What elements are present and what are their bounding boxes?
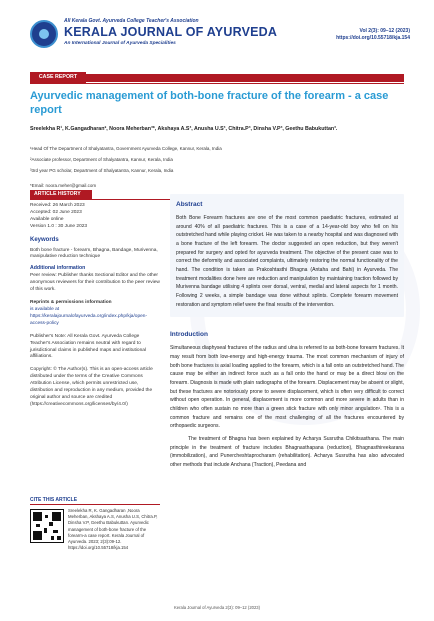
qr-code[interactable] xyxy=(30,509,64,543)
received-date: Received: 26 March 2023 xyxy=(30,203,85,208)
cite-heading: CITE THIS ARTICLE xyxy=(30,497,78,503)
journal-title: KERALA JOURNAL OF AYURVEDA xyxy=(64,25,278,39)
abstract-section xyxy=(170,194,404,317)
corresponding-email[interactable]: *Email: noora.meher@gmail.com xyxy=(30,183,97,188)
version-date: Version 1.0 : 30 June 2023 xyxy=(30,223,88,229)
history-tag: ARTICLE HISTORY xyxy=(30,190,92,199)
volume-info xyxy=(336,28,410,42)
article-title: Ayurvedic management of both-bone fracture of the forearm - a case report xyxy=(30,90,389,116)
additional-info-heading: Additional information xyxy=(30,265,86,272)
society-name: All Kerala Govt. Ayurveda College Teacher's Association xyxy=(64,18,199,24)
reprints-link[interactable]: is available at https://keralajournalofayurveda.org/index.php/kja/open-access-policy xyxy=(30,306,148,326)
reprints-title: Reprints & permissions information xyxy=(30,299,112,305)
peer-review-note: Peer review: Publisher thanks Sectional Editor and the other anonymous reviewers for their contribution to the peer review of this work. xyxy=(30,272,160,292)
affiliations xyxy=(30,144,410,176)
accepted-date: Accepted: 02 June 2023 xyxy=(30,209,82,215)
cite-rule xyxy=(30,504,160,505)
keywords-heading: Keywords xyxy=(30,236,59,243)
affiliation-2: ²Associate professor, Department of Shalyatantra, Kannur, Kerala, India xyxy=(30,156,173,162)
journal-logo xyxy=(30,20,58,48)
keywords-text: Both bone fracture - forearm, Bhagna, Bandage, Murivenna, manipulative reduction technique xyxy=(30,247,158,260)
abstract-text: Both Bone Forearm fractures are one of the most common paediatric fractures, estimated at around 40% of all paediatric fractures. This is a case of a 14-year-old boy who fell on his outstretched hand while playing cricket. He was taken to a nearby hospital and was diagnosed with a bone fracture of the left forearm. The doctor suggested an open reduction, but they weren't prepared for surgery and opted for ayurveda treatment. The objective of the present case was to correct the deformity and associated complaints, ultimately restoring the normal functionality of the hand. The condition is taken as Prakoshtasthi Bhagna (Antaha and Bahi) in Ayurveda. The treatment modalities done here are reduction and manipulation by maintaining traction followed by Murivenna bandage utilising 4 splints over dorsal, ventral, medial and lateral aspects for 1 month. Following 2 weeks, a simple bandage was done without splints. Complete forearm movement restoration and symptom relief were the final results of the intervention. xyxy=(176,215,398,308)
history-rule xyxy=(30,199,170,200)
header-divider xyxy=(30,74,404,82)
available-online: Available online xyxy=(30,216,64,222)
citation-text: Sreelekha R, K. Gangadharan ,Noora Meherban, Akshaya A.S, Anusha U.S, Chitra.P, Dinsha V.P, Geethu Babukuttan. Ayurvedic management of both-bone fracture of the forearm-a case report. Kerala Journal of Ayurveda. 2023; 2(3):09-12. https://doi.org/10.55718/kja.154 xyxy=(68,508,158,551)
volume-label: Vol 2(3): 09–12 (2023) xyxy=(359,28,410,34)
abstract-heading: Abstract xyxy=(176,201,203,208)
article-type-tag: CASE REPORT xyxy=(30,72,86,83)
affiliation-3: ³3rd year PG scholar, Department of Shalyatantra, Kannur, Kerala, India xyxy=(30,167,174,173)
copyright-note: Copyright: © The Author(s). This is an open-access article distributed under the terms of the Creative Commons Attribution License, which permits unrestricted use, distribution and reproduction in any medium, provided the original author and source are credited (https://creativecommons.org/licenses/by/4.0/) xyxy=(30,367,153,408)
introduction-paragraph-2: The treatment of Bhagna has been explained by Acharya Susrutha Chikitsasthana. The main principle in the treatment of fracture includes Bhagnasthapana (reduction), Bhagnasthireekarana (immobilization), and Punercheshtaprocharam (rehabilitation). Acharya Susrutha has also advocated other methods that include Anchana (Traction), Peedana and xyxy=(170,436,404,469)
affiliation-1: ¹Head Of The Department of Shalyatantra, Government Ayurveda College, Kannur, Kerala, India xyxy=(30,146,222,151)
left-sidebar xyxy=(30,203,160,409)
doi-link[interactable]: https://doi.org/10.55718/kja.154 xyxy=(336,35,410,41)
main-column xyxy=(170,194,404,470)
header-rule xyxy=(30,83,404,84)
introduction-section xyxy=(170,331,404,469)
journal-header xyxy=(30,18,410,70)
author-list: Sreelekha R¹, K.Gangadharan², Noora Meherban³*, Akshaya A.S³, Anusha U.S³, Chitra.P³, Dinsha V.P³, Geethu Babukuttan³. xyxy=(30,126,338,132)
introduction-paragraph-1: Simultaneous diaphyseal fractures of the radius and ulna is referred to as both-bone forearm fractures. It may result from both low-energy and high-energy trauma. The most common mechanism of injury of both bone fractures is axial loading applied to the forearm, which is a fall onto an outstretched hand. The cause may be either an indirect force such as a fall onto the hand or may be a direct blow on the forearm. Diagnosis is made with plain radiographs of the forearm. Displacement may be absent or slight, but these fractures are notoriously prone to severe displacement, which is often very difficult to correct without open operation. In general, displacement is more common and more severe in adults than in children who often sustain no more than a green stick fracture with only minor angulation¹. This is a common fracture and remains one of the most challenging of all the fractures encountered by orthopaedic surgeons. xyxy=(170,345,404,430)
page-footer: Kerala Journal of Ayurveda 2(3): 09–12 (2023) xyxy=(173,605,261,610)
journal-subtitle: An International Journal of Ayurveda Specialities xyxy=(64,41,176,46)
introduction-heading: Introduction xyxy=(170,331,208,339)
publisher-note: Publisher's Note: All Kerala Govt. Ayurveda College Teacher's Association remains neutral with regard to jurisdictional claims in published maps and institutional affiliations. xyxy=(30,333,146,360)
